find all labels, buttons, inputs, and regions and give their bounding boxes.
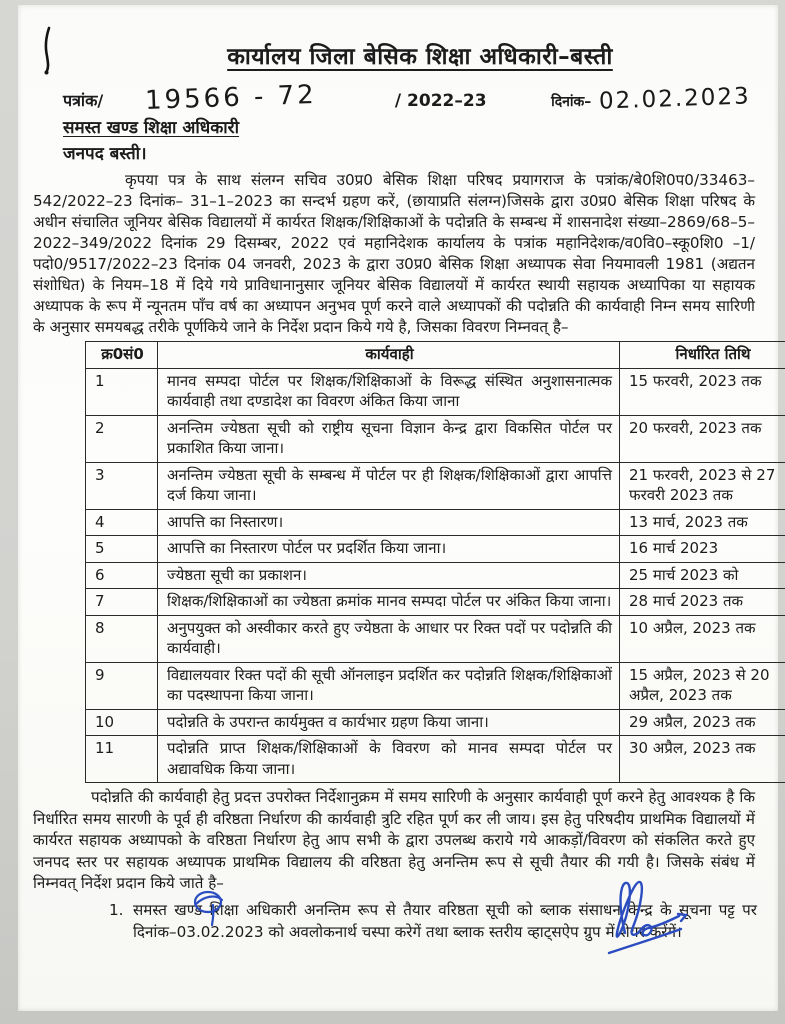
row-serial-no: 1 (86, 368, 158, 415)
table-row (86, 662, 785, 709)
row-due-date: 29 अप्रैल, 2023 तक (620, 709, 785, 736)
row-due-date: 25 मार्च 2023 को (620, 562, 785, 589)
row-serial-no: 8 (86, 615, 158, 662)
body-paragraph: कृपया पत्र के साथ संलग्न सचिव उ0प्र0 बेसिक शिक्षा परिषद प्रयागराज के पत्रांक/बे0शि0प0/33463–542/2022–23 दिनांक– 31–1–2023 का सन्दर्भ ग्रहण करें, (छायाप्रति संलग्न)जिसके द्वारा उ0प्र0 बेसिक शिक्षा परिषद के अधीन संचालित जूनियर बेसिक विद्यालयों में कार्यरत शिक्षक/शिक्षिकाओं के पदोन्नति के सम्बन्ध में शासनादेश संख्या–2869/68–5–2022–349/2022 दिनांक 29 दिसम्बर, 2022 एवं महानिदेशक कार्यालय के पत्रांक महानिदेशक/व0वि0–स्कू0शि0 –1/पदो0/9517/2022–23 दिनांक 04 जनवरी, 2023 के द्वारा उ0प्र0 बेसिक शिक्षा अध्यापक सेवा नियमावली 1981 (अद्यतन संशोधित) के नियम–18 में दिये गये प्राविधानानुसार जूनियर बेसिक विद्यालयों में कार्यरत स्थायी सहायक अध्यापिका या सहायक अध्यापक के रूप में न्यूनतम पाँच वर्ष का अध्यापन अनुभव पूर्ण करने वाले अध्यापकों की पदोन्नति की कार्यवाही निम्न समय सारिणी के अनुसार समयबद्ध तरीके पूर्णकिये जाने के निर्देश प्रदान किये गये है, जिसका विवरण निम्नवत् है– (33, 171, 755, 336)
row-action: मानव सम्पदा पोर्टल पर शिक्षक/शिक्षिकाओं के विरूद्ध संस्थित अनुशासनात्मक कार्यवाही तथा दण्डादेश का विवरण अंकित किया जाना (158, 368, 620, 415)
letter-no-label: पत्रांक/ (63, 91, 104, 110)
row-serial-no: 10 (86, 709, 158, 736)
letter-paper (18, 5, 778, 1011)
promotion-schedule-table (85, 341, 785, 783)
table-row (86, 536, 785, 563)
table-header-row (86, 342, 785, 369)
row-due-date: 30 अप्रैल, 2023 तक (620, 736, 785, 783)
row-due-date: 10 अप्रैल, 2023 तक (620, 615, 785, 662)
instruction-number: 1. (109, 900, 124, 919)
addressee: समस्त खण्ड शिक्षा अधिकारी (63, 118, 240, 138)
row-action: शिक्षक/शिक्षिकाओं का ज्येष्ठता क्रमांक मानव सम्पदा पोर्टल पर अंकित किया जाना। (158, 589, 620, 616)
table-row (86, 415, 785, 462)
reference-line (63, 80, 755, 116)
row-action: आपत्ति का निस्तारण पोर्टल पर प्रदर्शित किया जाना। (158, 536, 620, 563)
date-handwritten: 02.02.2023 (598, 83, 752, 115)
row-due-date: 28 मार्च 2023 तक (620, 589, 785, 616)
row-due-date: 16 मार्च 2023 (620, 536, 785, 563)
row-action: अनन्तिम ज्येष्ठता सूची के सम्बन्ध में पोर्टल पर ही शिक्षक/शिक्षिकाओं द्वारा आपत्ति दर्ज किया जाना। (158, 462, 620, 509)
row-due-date: 15 फरवरी, 2023 तक (620, 368, 785, 415)
row-action: पदोन्नति के उपरान्त कार्यमुक्त व कार्यभार ग्रहण किया जाना। (158, 709, 620, 736)
row-action: पदोन्नति प्राप्त शिक्षक/शिक्षिकाओं के विवरण को मानव सम्पदा पोर्टल पर अद्यावधिक किया जाना। (158, 736, 620, 783)
letter-content (18, 5, 778, 943)
instruction-text: समस्त खण्ड शिक्षा अधिकारी अनन्तिम रूप से तैयार वरिष्ठता सूची को ब्लाक संसाधन केन्द्र के सूचना पट्ट पर दिनांक–03.02.2023 को अवलोकनार्थ चस्पा करेगें तथा ब्लाक स्तरीय व्हाट्सऐप ग्रुप में शेयर करेंगें। (133, 900, 757, 941)
row-action: विद्यालयवार रिक्त पदों की सूची ऑनलाइन प्रदर्शित कर पदोन्नति शिक्षक/शिक्षिकाओं का पदस्थापना किया जाना। (158, 662, 620, 709)
row-action: ज्येष्ठता सूची का प्रकाशन। (158, 562, 620, 589)
row-serial-no: 9 (86, 662, 158, 709)
letter-no-handwritten: 19566 - 72 (144, 80, 318, 116)
closing-paragraph: पदोन्नति की कार्यवाही हेतु प्रदत्त उपरोक्त निर्देशानुक्रम में समय सारिणी के अनुसार कार्यवाही पूर्ण करने हेतु आवश्यक है कि निर्धारित समय सारणी के पूर्व ही वरिष्ठता निर्धारण की कार्यवाही त्रुटि रहित पूर्ण कर ली जाय। इस हेतु परिषदीय प्राथमिक विद्यालयों में कार्यरत सहायक अध्यापको के वरिष्ठता निर्धारण हेतु आप सभी के द्वारा उपलब्ध कराये गये आकड़ों/विवरण को संकलित करते हुए जनपद स्तर पर सहायक अध्यापक प्राथमिक विद्यालय की वरिष्ठता हेतु अनन्तिम रूप से सूची तैयार की गयी है। जिसके संबंध में निम्नवत् निर्देश प्रदान किये जाते है– (33, 788, 755, 892)
row-due-date: 15 अप्रैल, 2023 से 20 अप्रैल, 2023 तक (620, 662, 785, 709)
header-due-date: निर्धारित तिथि (620, 342, 785, 369)
row-serial-no: 7 (86, 589, 158, 616)
addressee-district: जनपद बस्ती। (63, 144, 147, 164)
header-serial-no: क्र0सं0 (86, 342, 158, 369)
row-serial-no: 3 (86, 462, 158, 509)
table-row (86, 462, 785, 509)
table-head (86, 342, 785, 369)
office-title: कार्यालय जिला बेसिक शिक्षा अधिकारी–बस्ती (227, 44, 613, 70)
header-action: कार्यवाही (158, 342, 620, 369)
signature (583, 873, 713, 968)
row-due-date: 21 फरवरी, 2023 से 27 फरवरी 2023 तक (620, 462, 785, 509)
row-action: आपत्ति का निस्तारण। (158, 509, 620, 536)
row-action: अनन्तिम ज्येष्ठता सूची को राष्ट्रीय सूचना विज्ञान केन्द्र द्वारा विकसित पोर्टल पर प्रकाशित किया जाना। (158, 415, 620, 462)
date-label: दिनांक– (551, 94, 592, 110)
table-row (86, 589, 785, 616)
initial-mark (186, 887, 238, 939)
table-row (86, 736, 785, 783)
row-due-date: 20 फरवरी, 2023 तक (620, 415, 785, 462)
row-serial-no: 6 (86, 562, 158, 589)
table-row (86, 562, 785, 589)
row-serial-no: 2 (86, 415, 158, 462)
schedule-table-body (86, 368, 785, 783)
table-row (86, 709, 785, 736)
row-serial-no: 11 (86, 736, 158, 783)
table-row (86, 615, 785, 662)
letter-no-year: / 2022–23 (394, 91, 487, 111)
table-row (86, 368, 785, 415)
row-due-date: 13 मार्च, 2023 तक (620, 509, 785, 536)
table-row (86, 509, 785, 536)
row-serial-no: 5 (86, 536, 158, 563)
row-serial-no: 4 (86, 509, 158, 536)
row-action: अनुपयुक्त को अस्वीकार करते हुए ज्येष्ठता के आधार पर रिक्त पदों पर पदोन्नति की कार्यवाही। (158, 615, 620, 662)
